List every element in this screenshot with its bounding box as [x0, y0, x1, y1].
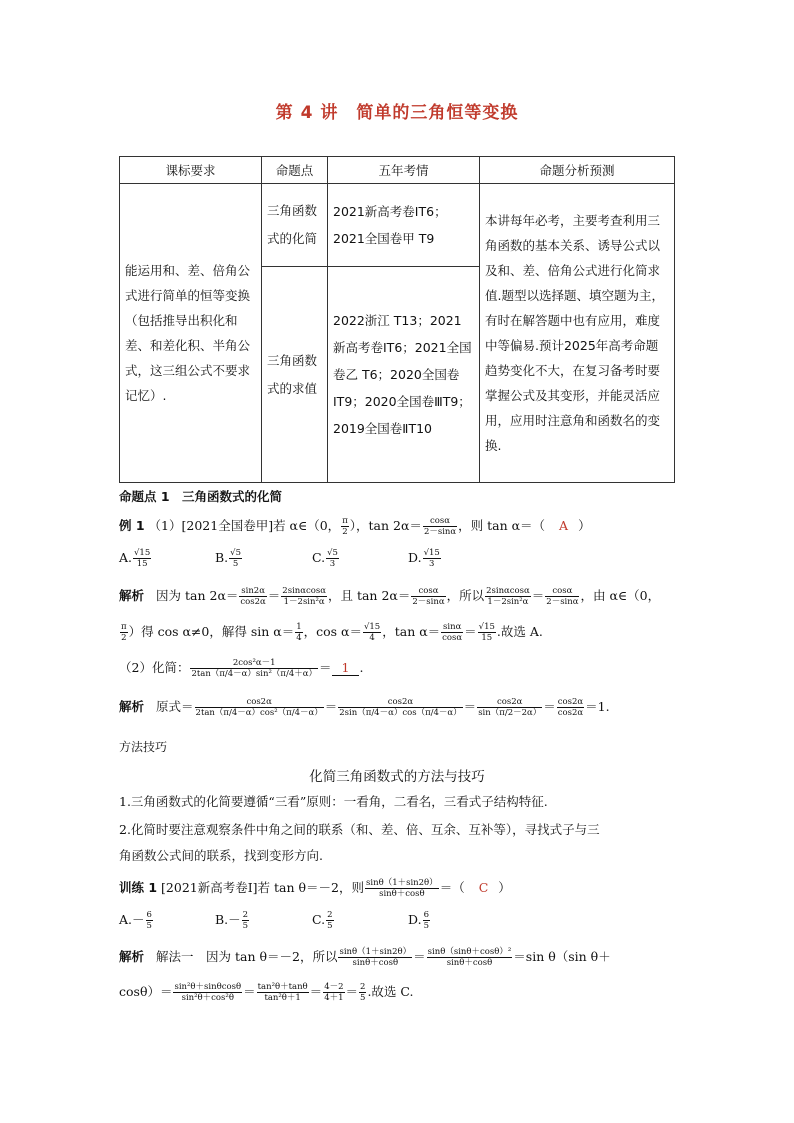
option: A. $\frac{√15}{15}$ [119, 548, 151, 569]
question-text: ），tan 2α＝ [349, 518, 422, 533]
method-item: 角函数公式间的联系，找到变形方向. [119, 848, 323, 863]
example-label: 例 1 [119, 518, 145, 533]
analysis-cell: 本讲每年必考，主要考查利用三角函数的基本关系、诱导公式以及和、差、倍角公式进行化简求值.题型以选择题、填空题为主，有时在解答题中也有应用，难度中等偏易.预计2025年高考命题趋势变化不大，在复习备考时要掌握公式及其变形，并能灵活应用，应用时注意角和函数名的变换. [480, 184, 675, 483]
solution-line: $\frac{\pi}{2}$ ）得 cos α≠0，解得 sin α＝ $\frac{1}{4}$ ，cos α＝ $\frac{√15}{4}$ ，tan α＝ $\frac{\sin\alpha}{\cos\alpha}$ ＝ $\frac{√15}{15}$ .故选 A. [121, 622, 543, 643]
question-text: （2）化简： [119, 660, 190, 675]
option: A.－ $\frac{6}{5}$ [119, 910, 152, 931]
answer-mark: A [559, 518, 569, 533]
method-item: 2.化简时要注意观察条件中角之间的联系（和、差、倍、互余、互补等），寻找式子与三 [119, 822, 600, 837]
solution-label: 解析 [119, 588, 145, 603]
method-label: 方法技巧 [119, 740, 168, 754]
solution-line: 解析 解法一 因为 tan θ＝－2，所以 $\frac{\sin\theta(1+\sin 2\theta)}{\sin\theta+\cos\theta}$ ＝ $\frac{\text{sinθ（sinθ＋cosθ）²}}{\sin\theta+\cos\theta}$ ＝sin θ（sin θ＋ [119, 947, 611, 968]
header-exams: 五年考情 [328, 157, 480, 184]
header-analysis: 命题分析预测 [480, 157, 675, 184]
question-text: ） [578, 518, 591, 533]
question-text: ＝（ [439, 880, 465, 895]
question-text: [2021新高考卷Ⅰ]若 tan θ＝－2，则 [161, 880, 365, 895]
option: D. $\frac{√15}{3}$ [408, 548, 440, 569]
option: B.－ $\frac{2}{5}$ [215, 910, 249, 931]
fraction: $\frac{\cos\alpha}{2-\sin\alpha}$ [423, 516, 457, 537]
option: C. $\frac{√5}{3}$ [312, 548, 338, 569]
question-text: ，则 tan α＝（ [458, 518, 546, 533]
solution-label: 解析 [119, 949, 145, 964]
answer-mark: C [478, 880, 489, 895]
training-question: 训练 1 [2021新高考卷Ⅰ]若 tan θ＝－2，则 $\frac{\sin\theta(1+\sin 2\theta)}{\sin\theta+\cos\theta}$ ＝（ C ） [119, 878, 511, 899]
solution-label: 解析 [119, 699, 145, 714]
point-cell: 三角函数式的化简 [262, 184, 328, 267]
header-points: 命题点 [262, 157, 328, 184]
question-text: ） [498, 880, 511, 895]
section-heading: 命题点 1 三角函数式的化简 [119, 489, 283, 504]
solution-line: 解析 原式＝ $\frac{\cos 2\alpha}{\text{2tan（π/4－α）cos²（π/4－α）}}$ ＝ $\frac{\cos 2\alpha}{2\sin(\pi/4-\alpha)\cos(\pi/4-\alpha)}$ ＝ $\frac{\cos 2\alpha}{\sin(\pi/2-2\alpha)}$ ＝ $\frac{\cos 2\alpha}{\cos 2\alpha}$ ＝1. [119, 697, 610, 718]
point-cell: 三角函数式的求值 [262, 267, 328, 483]
option: C. $\frac{2}{5}$ [312, 910, 333, 931]
answer-blank: 1 [332, 660, 360, 676]
question-text: （1）[2021全国卷甲]若 α∈（0， [148, 518, 341, 533]
table-row [120, 184, 675, 267]
option: B. $\frac{√5}{5}$ [215, 548, 241, 569]
training-label: 训练 1 [119, 880, 158, 895]
method-item: 1.三角函数式的化简要遵循“三看”原则：一看角，二看名，三看式子结构特征. [119, 794, 548, 809]
solution-line: cosθ）＝ $\frac{\text{sin²θ＋sinθcosθ}}{\text{sin²θ＋cos²θ}}$ ＝ $\frac{\text{tan²θ＋tanθ}}{\text{tan²θ＋1}}$ ＝ $\frac{4-2}{4+1}$ ＝ $\frac{2}{5}$ .故选 C. [119, 982, 414, 1003]
method-title: 化简三角函数式的方法与技巧 [309, 769, 485, 785]
fraction: $\frac{\pi}{2}$ [342, 516, 348, 537]
example-1-question [119, 516, 591, 537]
requirement-cell: 能运用和、差、倍角公式进行简单的恒等变换（包括推导出积化和差、和差化积、半角公式，这三组公式不要求记忆）. [120, 184, 262, 483]
header-requirement: 课标要求 [120, 157, 262, 184]
example-1-part-2: （2）化简： $\frac{\text{2cos²α－1}}{\text{2tan（π/4－α）sin²（π/4＋α）}}$ ＝ 1 . [119, 658, 364, 679]
page-title: 第 4 讲 简单的三角恒等变换 [275, 103, 519, 123]
table-header-row [120, 157, 675, 184]
option: D. $\frac{6}{5}$ [408, 910, 429, 931]
requirements-table [119, 156, 675, 483]
exam-cell: 2022浙江 T13；2021新高考卷ⅠT6；2021全国卷乙 T6；2020全国卷ⅠT9；2020全国卷ⅢT9；2019全国卷ⅡT10 [328, 267, 480, 483]
solution-line: 解析 因为 tan 2α＝ $\frac{\sin 2\alpha}{\cos 2\alpha}$ ＝ $\frac{2\sin\alpha\cos\alpha}{\text{1－2sin²α}}$ ，且 tan 2α＝ $\frac{\cos\alpha}{2-\sin\alpha}$ ，所以 $\frac{2\sin\alpha\cos\alpha}{\text{1－2sin²α}}$ ＝ $\frac{\cos\alpha}{2-\sin\alpha}$ ，由 α∈（0， [119, 586, 661, 607]
exam-cell: 2021新高考卷ⅠT6；2021全国卷甲 T9 [328, 184, 480, 267]
